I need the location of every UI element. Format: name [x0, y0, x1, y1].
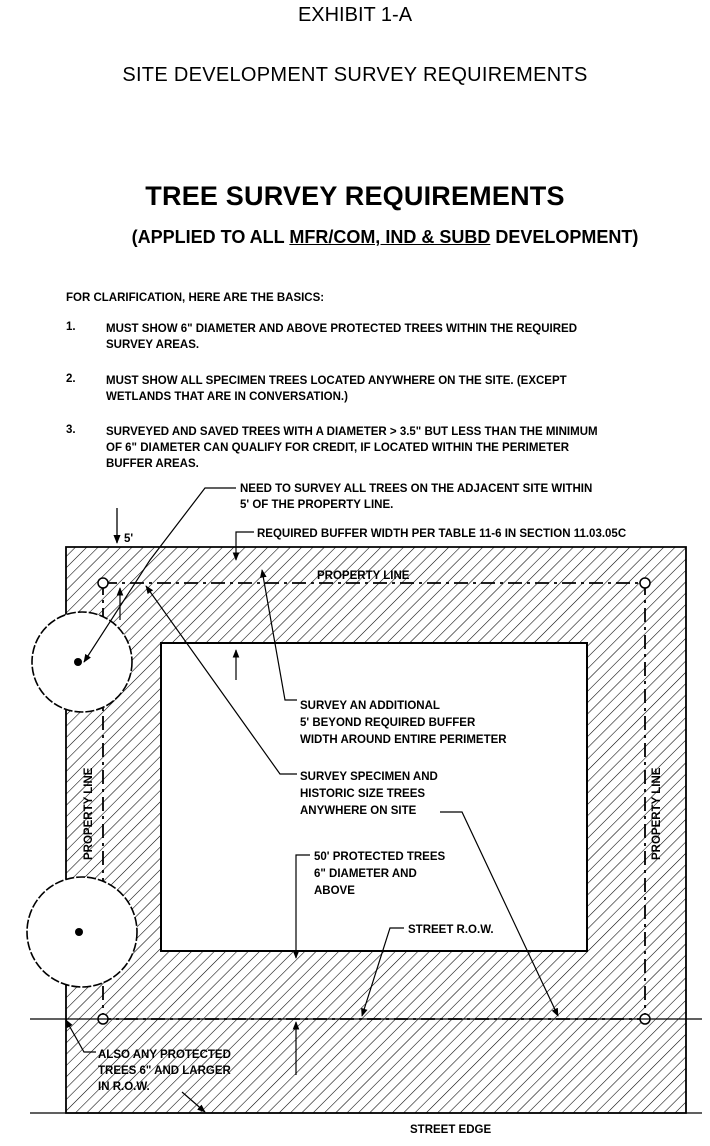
dimension-label: 5' [124, 533, 134, 545]
note-row-trees-line: IN R.O.W. [98, 1081, 150, 1093]
note-specimen-line: SURVEY SPECIMEN AND [300, 771, 438, 783]
item-line: MUST SHOW ALL SPECIMEN TREES LOCATED ANYWHERE ON THE SITE. (EXCEPT [106, 375, 567, 387]
note-additional-line: WIDTH AROUND ENTIRE PERIMETER [300, 734, 507, 746]
property-line-label-right: PROPERTY LINE [651, 767, 663, 860]
document-subject: SITE DEVELOPMENT SURVEY REQUIREMENTS [122, 64, 588, 86]
note-adjacent-line: 5' OF THE PROPERTY LINE. [240, 499, 394, 511]
note-protected-line: ABOVE [314, 885, 355, 897]
note-protected-line: 50' PROTECTED TREES [314, 851, 446, 863]
item-number: 2. [66, 373, 76, 385]
exhibit-label: EXHIBIT 1-A [297, 4, 413, 26]
page-title: TREE SURVEY REQUIREMENTS [145, 181, 565, 211]
note-protected-line: 6" DIAMETER AND [314, 868, 417, 880]
note-specimen-line: HISTORIC SIZE TREES [300, 788, 426, 800]
item-line: OF 6" DIAMETER CAN QUALIFY FOR CREDIT, IF LOCATED WITHIN THE PERIMETER [106, 442, 570, 454]
subtitle-prefix: (APPLIED TO ALL [131, 227, 290, 247]
note-row-trees-line: ALSO ANY PROTECTED [98, 1049, 231, 1061]
item-line: BUFFER AREAS. [106, 458, 199, 470]
subtitle-underlined: MFR/COM, IND & SUBD [289, 227, 491, 247]
note-buffer: REQUIRED BUFFER WIDTH PER TABLE 11-6 IN SECTION 11.03.05C [257, 528, 627, 540]
street-edge-label: STREET EDGE [410, 1124, 492, 1136]
corner-marker [98, 578, 108, 588]
item-line: SURVEYED AND SAVED TREES WITH A DIAMETER > 3.5" BUT LESS THAN THE MINIMUM [106, 426, 598, 438]
corner-marker [640, 578, 650, 588]
property-line-label-left: PROPERTY LINE [83, 767, 95, 860]
item-number: 1. [66, 321, 76, 333]
item-line: SURVEY AREAS. [106, 339, 200, 351]
note-adjacent-line: NEED TO SURVEY ALL TREES ON THE ADJACENT SITE WITHIN [240, 483, 593, 495]
tree-symbol [27, 877, 137, 987]
item-line: WETLANDS THAT ARE IN CONVERSATION.) [106, 391, 348, 403]
note-row-trees-line: TREES 6" AND LARGER [98, 1065, 231, 1077]
tree-symbol [32, 612, 132, 712]
intro-text: FOR CLARIFICATION, HERE ARE THE BASICS: [66, 292, 325, 304]
item-number: 3. [66, 424, 76, 436]
note-additional-line: 5' BEYOND REQUIRED BUFFER [300, 717, 476, 729]
item-line: MUST SHOW 6" DIAMETER AND ABOVE PROTECTED TREES WITHIN THE REQUIRED [106, 323, 578, 335]
note-specimen-line: ANYWHERE ON SITE [300, 805, 417, 817]
property-line-label-top: PROPERTY LINE [317, 570, 410, 582]
subtitle-suffix: DEVELOPMENT) [490, 227, 639, 247]
note-additional-line: SURVEY AN ADDITIONAL [300, 700, 440, 712]
note-street-row: STREET R.O.W. [408, 924, 494, 936]
